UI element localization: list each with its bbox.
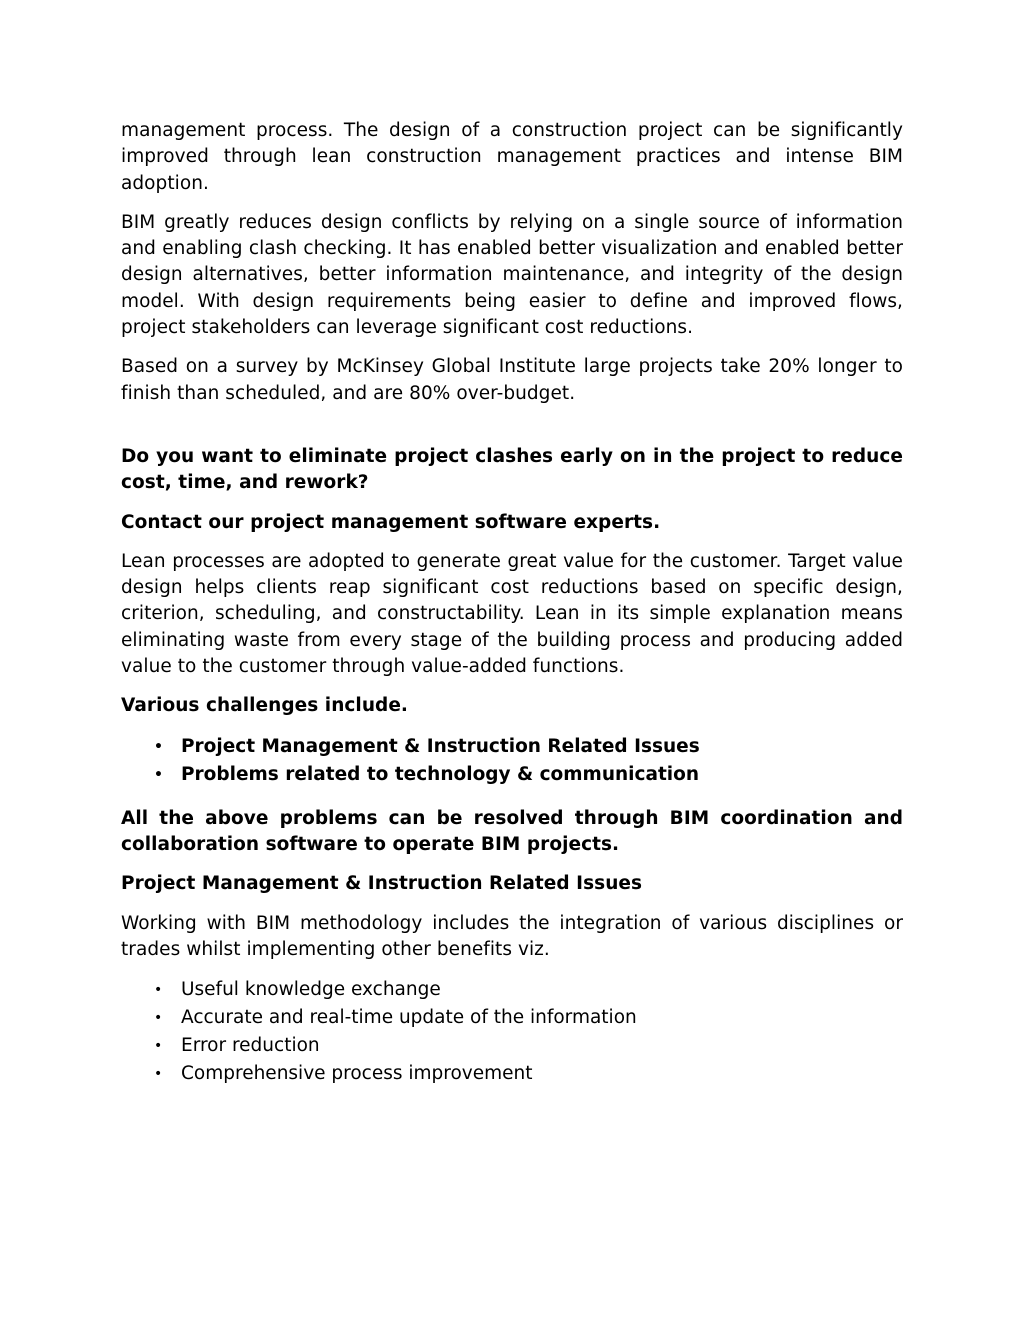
list-item-text: Error reduction [181, 1035, 320, 1057]
bullet-icon: • [154, 766, 163, 783]
list-item-text: Project Management & Instruction Related Issues [181, 735, 700, 757]
document-page [121, 118, 903, 1101]
cta-question: Do you want to eliminate project clashes early on in the project to reduce cost, time, and rework? [121, 445, 903, 494]
lean-processes-paragraph: Lean processes are adopted to generate great value for the customer. Target value design helps clients reap significant cost reductions based on specific design, criterion, scheduling, and constructability. Lean in its simple explanation means eliminating waste from every stage of the building process and producing added value to the customer through value-added functions. [121, 550, 903, 678]
list-item [121, 976, 903, 1004]
list-item-text: Problems related to technology & communication [181, 763, 700, 785]
list-item-text: Accurate and real-time update of the information [181, 1007, 637, 1029]
list-item [121, 1032, 903, 1060]
list-item-text: Useful knowledge exchange [181, 979, 441, 1001]
cta-contact: Contact our project management software experts. [121, 511, 661, 533]
list-item-text: Comprehensive process improvement [181, 1063, 533, 1085]
bullet-icon: • [154, 1010, 163, 1027]
bim-benefits-paragraph: BIM greatly reduces design conflicts by relying on a single source of information and enabling clash checking. It has enabled better visualization and enabled better design alternatives, better information maintenance, and integrity of the design model. With design requirements being easier to define and improved flows, project stakeholders can leverage significant cost reductions. [121, 211, 903, 339]
bullet-icon: • [154, 1066, 163, 1083]
bullet-icon: • [154, 1038, 163, 1055]
section-heading: Project Management & Instruction Related Issues [121, 873, 643, 895]
bullet-icon: • [154, 738, 163, 755]
list-item [121, 761, 903, 789]
list-item [121, 1004, 903, 1032]
challenges-list [121, 733, 903, 789]
list-item [121, 733, 903, 761]
intro-paragraph: management process. The design of a construction project can be significantly improved through lean construction management practices and intense BIM adoption. [121, 120, 903, 194]
list-item [121, 1060, 903, 1088]
challenges-heading: Various challenges include. [121, 695, 409, 717]
benefits-list [121, 976, 903, 1088]
bullet-icon: • [154, 982, 163, 999]
mckinsey-survey-paragraph: Based on a survey by McKinsey Global Institute large projects take 20% longer to finish than scheduled, and are 80% over-budget. [121, 356, 903, 404]
resolved-statement: All the above problems can be resolved through BIM coordination and collaboration software to operate BIM projects. [121, 807, 903, 855]
bim-methodology-paragraph: Working with BIM methodology includes the integration of various disciplines or trades whilst implementing other benefits viz. [121, 912, 903, 960]
